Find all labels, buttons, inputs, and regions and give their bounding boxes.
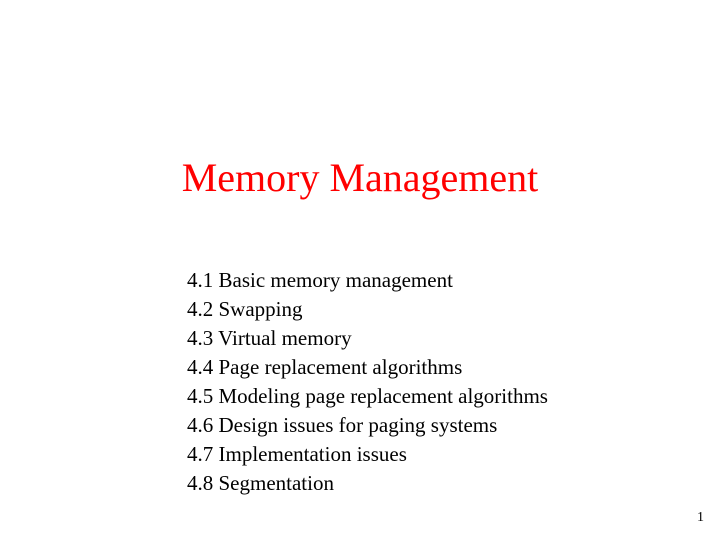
page-number: 1 [697, 510, 704, 525]
slide-title: Memory Management [181, 155, 539, 200]
toc-item-virtual-memory: 4.3 Virtual memory [187, 326, 352, 350]
toc-item-segmentation: 4.8 Segmentation [187, 471, 334, 495]
toc-item-basic-memory-management: 4.1 Basic memory management [187, 268, 453, 292]
toc-item-modeling-page-replacement: 4.5 Modeling page replacement algorithms [187, 384, 548, 408]
table-of-contents [187, 266, 548, 498]
toc-item-swapping: 4.2 Swapping [187, 297, 303, 321]
toc-item-implementation-issues: 4.7 Implementation issues [187, 442, 407, 466]
toc-item-design-issues-paging: 4.6 Design issues for paging systems [187, 413, 498, 437]
toc-item-page-replacement-algorithms: 4.4 Page replacement algorithms [187, 355, 463, 379]
